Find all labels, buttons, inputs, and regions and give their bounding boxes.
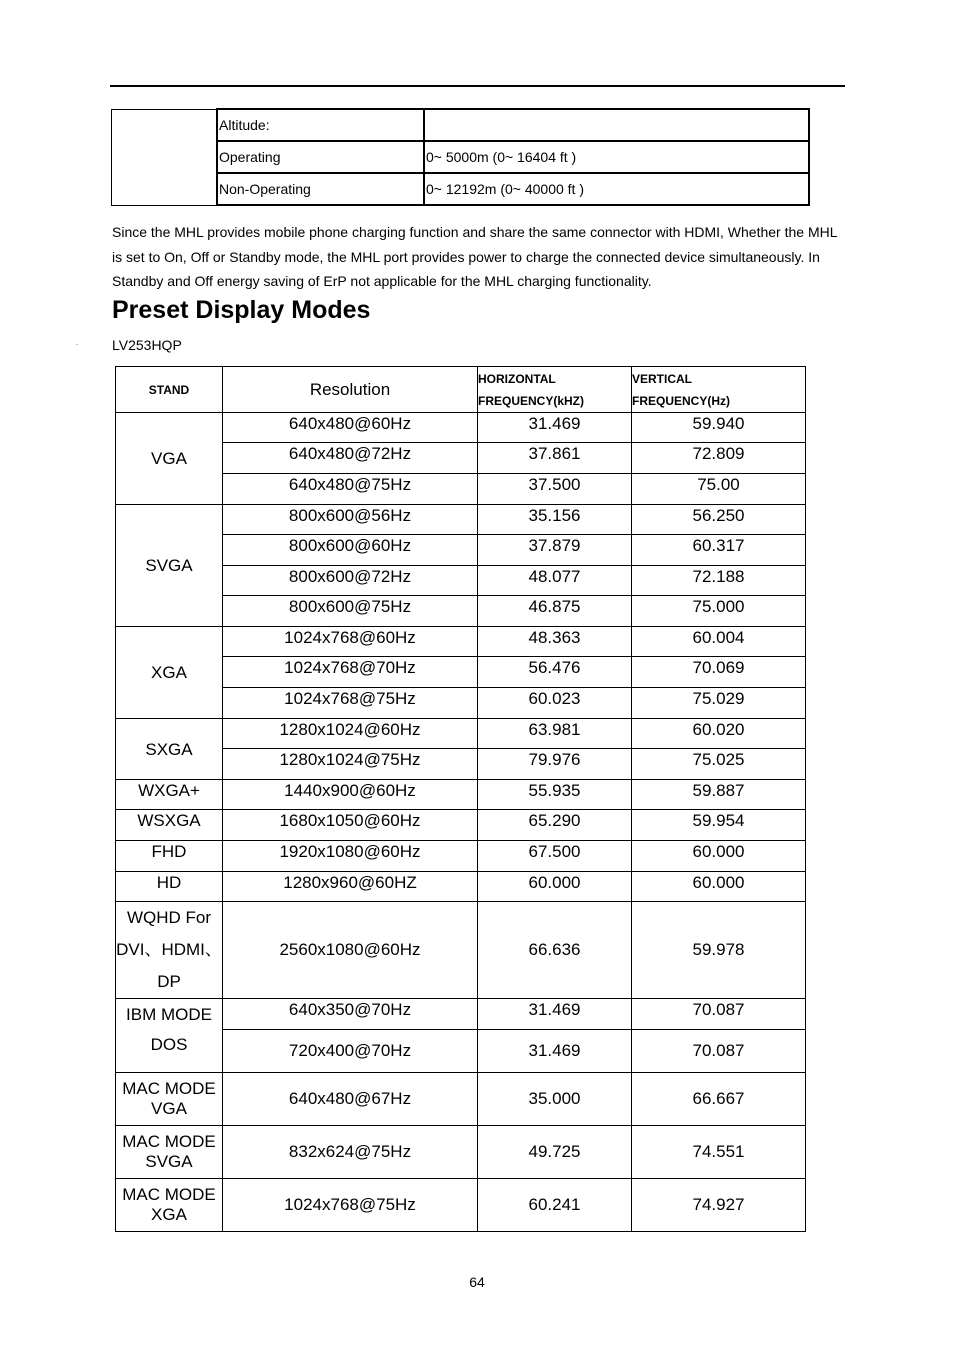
vertical-cell: 70.087 [632,999,806,1030]
stand-line: DP [157,972,181,991]
vertical-cell: 59.954 [632,810,806,841]
resolution-cell: 800x600@75Hz [223,596,478,627]
stand-line: MAC MODE [122,1079,216,1098]
header-horizontal-line2: FREQUENCY(kHZ) [478,393,585,408]
table-row [116,1126,806,1179]
stand-cell: WXGA+ [116,780,223,810]
horizontal-cell: 63.981 [478,719,632,749]
stand-line: DVI、HDMI、 [116,940,222,959]
vertical-cell: 59.940 [632,413,806,443]
vertical-cell: 59.978 [632,902,806,999]
table-row [112,173,810,205]
horizontal-cell: 60.241 [478,1179,632,1232]
vertical-cell: 60.004 [632,627,806,657]
resolution-cell: 640x480@75Hz [223,474,478,505]
vertical-cell: 56.250 [632,505,806,535]
horizontal-cell: 55.935 [478,780,632,810]
stand-cell: HD [116,872,223,902]
header-horizontal [478,367,632,413]
resolution-cell: 1440x900@60Hz [223,780,478,810]
vertical-cell: 60.000 [632,872,806,902]
stand-line: DOS [150,1035,188,1054]
stand-cell [116,1073,223,1126]
mhl-note: Since the MHL provides mobile phone charging function and share the same connector with HDMI, Whether the MHL is set to On, Off or Standby mode, the MHL port provides power to charge the connected device simultaneously. In Standby and Off energy saving of ErP not applicable for the MHL charging functionality. [112,224,837,289]
table-row [112,109,810,141]
resolution-cell: 1280x960@60HZ [223,872,478,902]
horizontal-cell: 31.469 [478,1030,632,1073]
vertical-cell: 72.809 [632,443,806,474]
altitude-value: 0~ 12192m (0~ 40000 ft ) [424,173,809,205]
stand-line: IBM MODE [126,1005,212,1024]
stand-cell [116,1179,223,1232]
horizontal-cell: 37.879 [478,535,632,566]
vertical-cell: 74.551 [632,1126,806,1179]
stand-cell: SVGA [116,505,223,627]
horizontal-cell: 60.000 [478,872,632,902]
table-row [112,141,810,173]
page-number: 64 [469,1274,485,1290]
table-row [116,872,806,902]
resolution-cell: 1280x1024@75Hz [223,749,478,780]
stand-line: WQHD For [126,908,212,927]
horizontal-cell: 60.023 [478,688,632,719]
altitude-value: 0~ 5000m (0~ 16404 ft ) [424,141,809,173]
stand-cell [116,1126,223,1179]
header-vertical [632,367,806,413]
resolution-cell: 1024x768@75Hz [223,688,478,719]
horizontal-cell: 37.861 [478,443,632,474]
resolution-cell: 640x480@67Hz [223,1073,478,1126]
header-resolution: Resolution [223,367,478,413]
resolution-cell: 1920x1080@60Hz [223,841,478,872]
horizontal-cell: 48.363 [478,627,632,657]
stand-cell: WSXGA [116,810,223,841]
top-rule [110,85,845,87]
stand-line: MAC MODE [122,1132,216,1151]
vertical-cell: 60.020 [632,719,806,749]
table-row [116,719,806,749]
horizontal-cell: 79.976 [478,749,632,780]
resolution-cell: 640x480@60Hz [223,413,478,443]
stand-cell [116,999,223,1073]
resolution-cell: 1280x1024@60Hz [223,719,478,749]
horizontal-cell: 31.469 [478,413,632,443]
vertical-cell: 75.029 [632,688,806,719]
stand-cell: XGA [116,627,223,719]
vertical-cell: 60.000 [632,841,806,872]
resolution-cell: 720x400@70Hz [223,1030,478,1073]
resolution-cell: 800x600@56Hz [223,505,478,535]
vertical-cell: 75.000 [632,596,806,627]
stand-cell: VGA [116,413,223,505]
resolution-cell: 1024x768@75Hz [223,1179,478,1232]
horizontal-cell: 31.469 [478,999,632,1030]
resolution-cell: 2560x1080@60Hz [223,902,478,999]
altitude-label: Altitude: [217,109,424,141]
vertical-cell: 66.667 [632,1073,806,1126]
horizontal-cell: 37.500 [478,474,632,505]
header-horizontal-line1: HORIZONTAL [478,371,556,386]
stand-cell [116,902,223,999]
vertical-cell: 74.927 [632,1179,806,1232]
resolution-cell: 1024x768@60Hz [223,627,478,657]
resolution-cell: 832x624@75Hz [223,1126,478,1179]
table-row [116,627,806,657]
resolution-cell: 1024x768@70Hz [223,657,478,688]
resolution-cell: 640x480@72Hz [223,443,478,474]
altitude-blank-cell [112,109,218,205]
table-row [116,505,806,535]
stand-cell: FHD [116,841,223,872]
table-row [116,902,806,999]
horizontal-cell: 56.476 [478,657,632,688]
altitude-value [424,109,809,141]
resolution-cell: 1680x1050@60Hz [223,810,478,841]
horizontal-cell: 66.636 [478,902,632,999]
table-row [116,841,806,872]
stand-line: SVGA [145,1152,193,1171]
vertical-cell: 70.069 [632,657,806,688]
model-name: LV253HQP [112,337,182,353]
vertical-cell: 75.025 [632,749,806,780]
header-vertical-line2: FREQUENCY(Hz) [632,393,730,408]
table-row [116,810,806,841]
resolution-cell: 640x350@70Hz [223,999,478,1030]
vertical-cell: 75.00 [632,474,806,505]
horizontal-cell: 49.725 [478,1126,632,1179]
vertical-cell: 60.317 [632,535,806,566]
vertical-cell: 72.188 [632,566,806,596]
resolution-cell: 800x600@72Hz [223,566,478,596]
margin-mark: . [76,340,78,347]
preset-modes-table [115,366,806,1232]
stand-cell: SXGA [116,719,223,780]
horizontal-cell: 48.077 [478,566,632,596]
table-row [116,413,806,443]
header-stand: STAND [116,367,223,413]
table-row [116,999,806,1030]
table-row [116,1073,806,1126]
vertical-cell: 59.887 [632,780,806,810]
stand-line: VGA [151,1099,187,1118]
table-row [116,780,806,810]
table-row [116,1179,806,1232]
horizontal-cell: 65.290 [478,810,632,841]
section-title: Preset Display Modes [112,296,371,324]
altitude-label: Operating [217,141,424,173]
horizontal-cell: 67.500 [478,841,632,872]
altitude-label: Non-Operating [217,173,424,205]
vertical-cell: 70.087 [632,1030,806,1073]
altitude-table [111,108,810,206]
horizontal-cell: 46.875 [478,596,632,627]
horizontal-cell: 35.156 [478,505,632,535]
table-header-row [116,367,806,413]
horizontal-cell: 35.000 [478,1073,632,1126]
stand-line: MAC MODE [122,1185,216,1204]
stand-line: XGA [151,1205,187,1224]
resolution-cell: 800x600@60Hz [223,535,478,566]
header-vertical-line1: VERTICAL [632,371,692,386]
